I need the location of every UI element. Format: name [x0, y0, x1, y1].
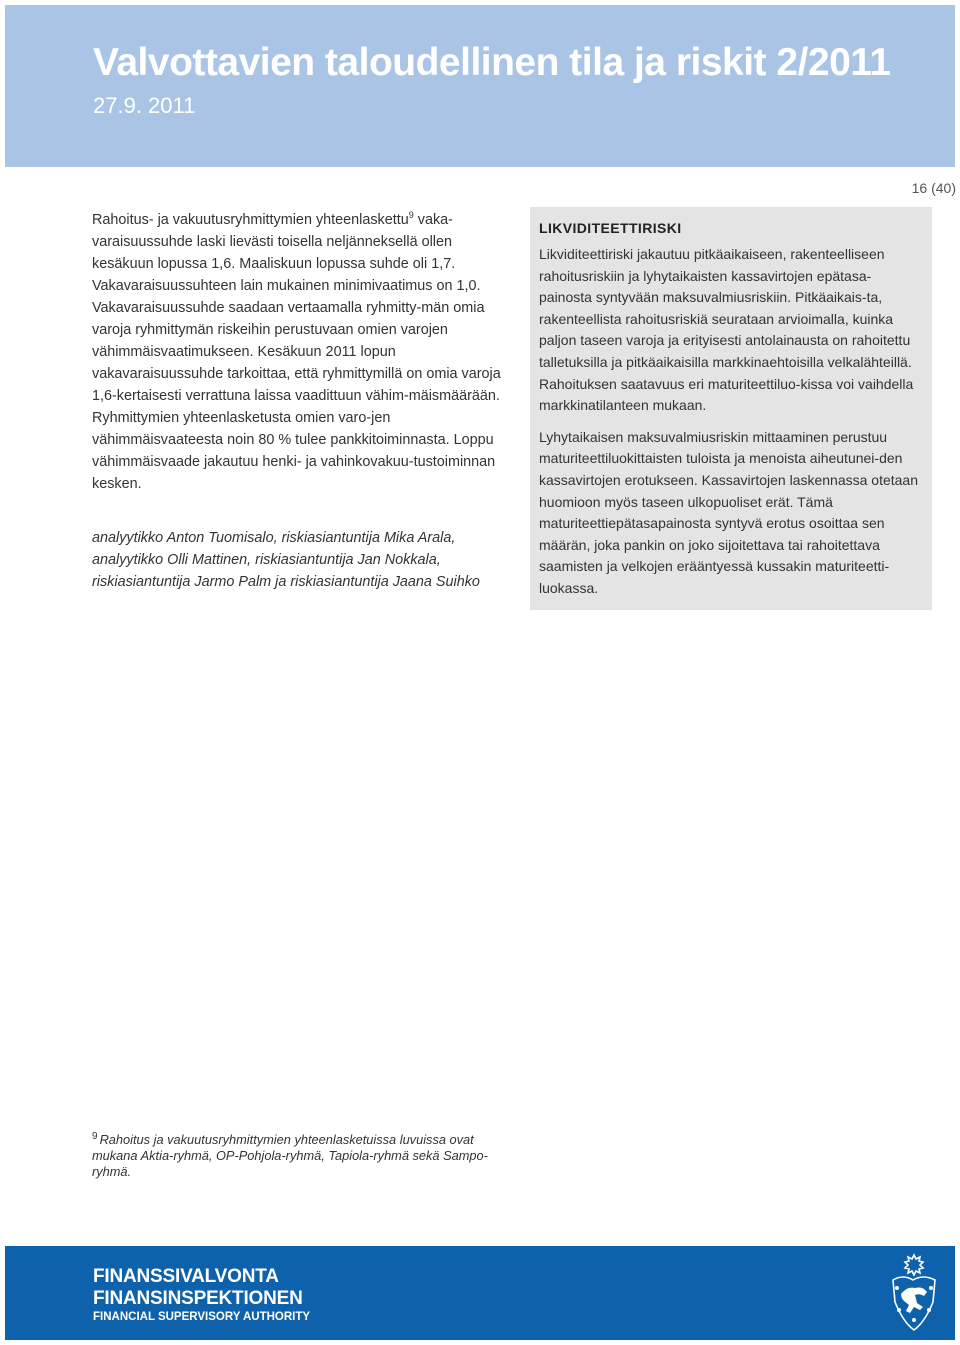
main-paragraph-rest: vaka-varaisuussuhde laski lievästi toisella neljänneksellä ollen kesäkuun lopussa 1,6. Maaliskuun lopussa suhde oli 1,7. Vakavaraisuussuhteen lain mukainen minimivaatimus on 1,0. Vakavaraisuussuhde saadaan vertaamalla ryhmitty-män omia varoja ryhmittymän riskeihin perustuvaan omien varojen vähimmäisvaatimukseen. Kesäkuun 2011 lopun vakavaraisuussuhde tarkoittaa, että ryhmittymillä on omia varoja 1,6-kertaisesti verrattuna laissa vaadittuun vähim-mäismäärään. Ryhmittymien yhteenlasketusta omien varo-jen vähimmäisvaateesta noin 80 % tulee pankkitoiminnasta. Loppu vähimmäisvaade jakautuu henki- ja vahinkovakuu-tustoiminnan kesken.	[92, 212, 501, 492]
footnote	[92, 1132, 512, 1180]
footer-name-finnish: FINANSSIVALVONTA	[93, 1266, 279, 1287]
authors-line: riskiasiantuntija Jarmo Palm ja riskiasiantuntija Jaana Suihko	[92, 574, 480, 590]
sidebar-paragraph: Lyhytaikaisen maksuvalmiusriskin mittaaminen perustuu maturiteettiluokittaisten tuloista ja menoista aiheutunei-den kassavirtojen erotukseen. Kassavirtojen laskennassa otetaan huomioon myös taseen ulkopuoliset erät. Tämä maturiteettiepätasapainosta syntyvä erotus osoittaa sen määrän, joka pankin on joko sijoitettava tai rahoitettava saamisten ja velkojen erääntyessä kussakin maturiteetti-luokassa.	[539, 428, 918, 596]
authors-line: analyytikko Olli Mattinen, riskiasiantuntija Jan Nokkala,	[92, 552, 441, 568]
page-footer	[5, 1246, 955, 1340]
main-paragraph-start: Rahoitus- ja vakuutusryhmittymien yhteenlaskettu	[92, 212, 409, 228]
authors-block	[92, 527, 522, 593]
page-title: Valvottavien taloudellinen tila ja riskit 2/2011	[93, 41, 891, 84]
footer-name-english: FINANCIAL SUPERVISORY AUTHORITY	[93, 1311, 311, 1323]
page-header	[5, 5, 955, 167]
liquidity-risk-sidebar	[530, 207, 932, 610]
footnote-mark: 9	[92, 1130, 98, 1142]
lion-crest-icon	[883, 1252, 945, 1334]
page-number: 16 (40)	[911, 180, 956, 196]
authors-line: analyytikko Anton Tuomisalo, riskiasiantuntija Mika Arala,	[92, 530, 456, 546]
main-paragraph	[92, 209, 512, 495]
footer-name-swedish: FINANSINSPEKTIONEN	[93, 1288, 303, 1309]
sidebar-heading: LIKVIDITEETTIRISKI	[539, 220, 682, 236]
main-text	[92, 209, 512, 495]
sidebar-paragraph: Likviditeettiriski jakautuu pitkäaikaiseen, rakenteelliseen rahoitusriskiin ja lyhytaikaisten kassavirtojen epätasa-painosta syntyvään maksuvalmiusriskiin. Pitkäaikais-ta, rakenteellista rahoitusriskiä seurataan arvioimalla, kuinka paljon taseen varoja ja erityisesti antolainausta on rahoitettu talletuksilla ja pitkäaikaisilla markkinaehtoisilla velkalähteillä. Rahoituksen saatavuus eri maturiteettiluo-kissa voi vaihdella markkinatilanteen mukaan.	[539, 246, 914, 414]
report-date: 27.9. 2011	[93, 93, 196, 118]
footnote-text: Rahoitus ja vakuutusryhmittymien yhteenlasketuissa luvuissa ovat mukana Aktia-ryhmä, OP-Pohjola-ryhmä, Tapiola-ryhmä sekä Sampo-ryhmä.	[92, 1132, 488, 1179]
footnote-reference[interactable]: 9	[408, 210, 414, 221]
